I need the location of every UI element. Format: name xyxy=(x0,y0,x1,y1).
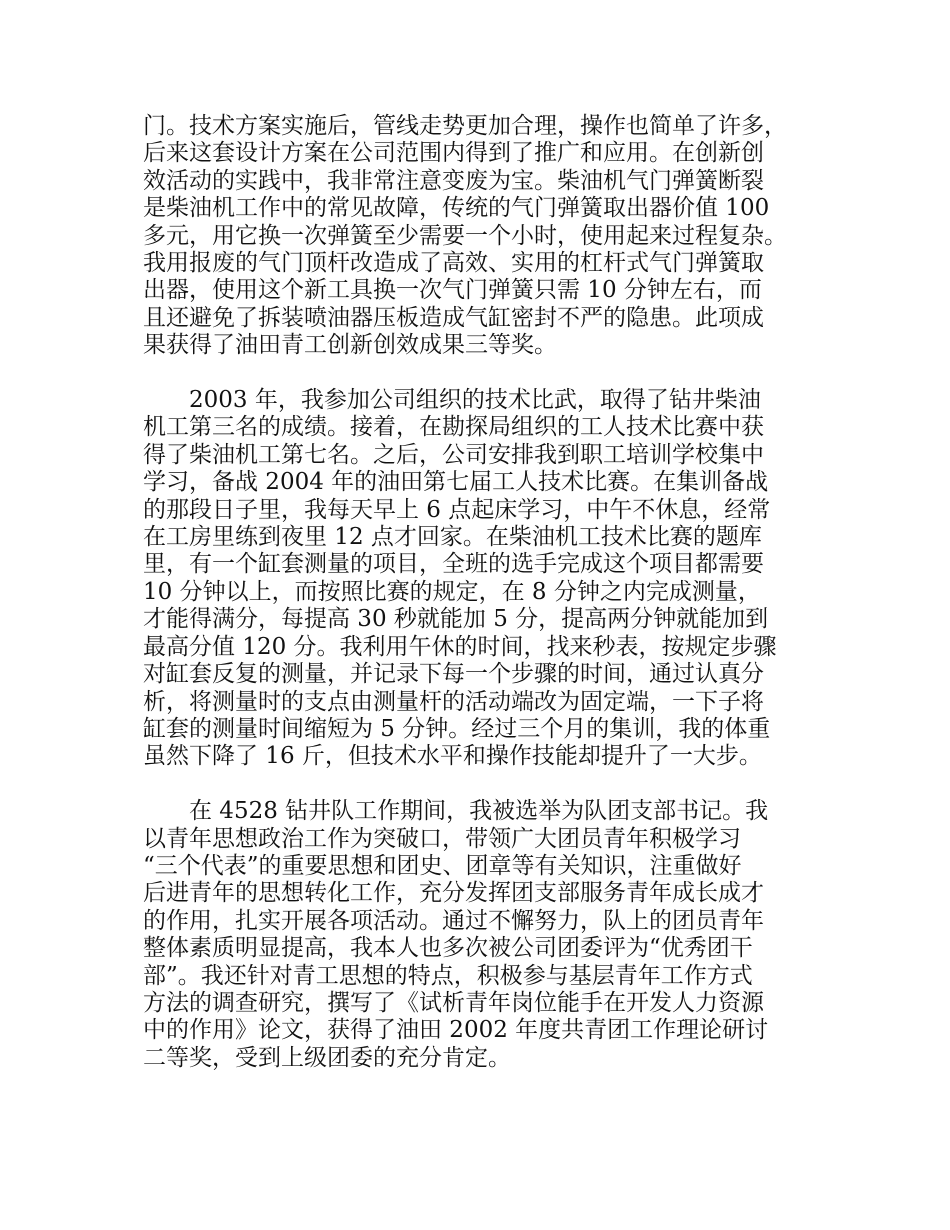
document-page xyxy=(143,113,823,1072)
text-line: 得了柴油机工第七名。之后，公司安排我到职工培训学校集中 xyxy=(143,441,764,468)
text-line: 后进青年的思想转化工作，充分发挥团支部服务青年成长成才 xyxy=(143,880,764,907)
text-line: 多元，用它换一次弹簧至少需要一个小时，使用起来过程复杂。 xyxy=(143,222,787,249)
text-line: 在工房里练到夜里 12 点才回家。在柴油机工技术比赛的题库 xyxy=(143,524,762,551)
text-line: 的那段日子里，我每天早上 6 点起床学习，中午不休息，经常 xyxy=(143,496,771,523)
text-line: 效活动的实践中，我非常注意变废为宝。柴油机气门弹簧断裂 xyxy=(143,167,764,194)
text-line: 整体素质明显提高，我本人也多次被公司团委评为“优秀团干 xyxy=(143,935,753,962)
paragraph-innovation xyxy=(143,113,823,360)
text-line: 的作用，扎实开展各项活动。通过不懈努力，队上的团员青年 xyxy=(143,907,764,934)
text-line: 是柴油机工作中的常见故障，传统的气门弹簧取出器价值 100 xyxy=(143,195,770,222)
text-line: 部”。我还针对青工思想的特点，积极参与基层青年工作方式 xyxy=(143,962,753,989)
paragraph-youth-league xyxy=(143,798,823,1072)
text-line: 最高分值 120 分。我利用午休的时间，找来秒表，按规定步骤 xyxy=(143,633,777,660)
text-line: 出器，使用这个新工具换一次气门弹簧只需 10 分钟左右，而 xyxy=(143,277,762,304)
text-line: 2003 年，我参加公司组织的技术比武，取得了钻井柴油 xyxy=(189,387,761,414)
text-line: 里，有一个缸套测量的项目，全班的选手完成这个项目都需要 xyxy=(143,551,764,578)
text-line: 析，将测量时的支点由测量杆的活动端改为固定端，一下子将 xyxy=(143,688,764,715)
text-line: 方法的调查研究，撰写了《试析青年岗位能手在开发人力资源 xyxy=(143,989,764,1016)
paragraph-competition xyxy=(143,387,823,771)
text-line: 我用报废的气门顶杆改造成了高效、实用的杠杆式气门弹簧取 xyxy=(143,250,764,277)
text-line: 机工第三名的成绩。接着，在勘探局组织的工人技术比赛中获 xyxy=(143,414,764,441)
text-line: 对缸套反复的测量，并记录下每一个步骤的时间，通过认真分 xyxy=(143,661,764,688)
text-line: 且还避免了拆装喷油器压板造成气缸密封不严的隐患。此项成 xyxy=(143,304,764,331)
text-line: 10 分钟以上，而按照比赛的规定，在 8 分钟之内完成测量， xyxy=(143,578,761,605)
text-line: 后来这套设计方案在公司范围内得到了推广和应用。在创新创 xyxy=(143,140,764,167)
text-line: 二等奖，受到上级团委的充分肯定。 xyxy=(143,1044,511,1071)
text-line: 在 4528 钻井队工作期间，我被选举为队团支部书记。我 xyxy=(189,798,769,825)
text-line: 以青年思想政治工作为突破口，带领广大团员青年积极学习 xyxy=(143,825,741,852)
text-line: “三个代表”的重要思想和团史、团章等有关知识，注重做好 xyxy=(143,852,742,879)
text-line: 学习，备战 2004 年的油田第七届工人技术比赛。在集训备战 xyxy=(143,469,769,496)
text-line: 缸套的测量时间缩短为 5 分钟。经过三个月的集训，我的体重 xyxy=(143,715,771,742)
text-line: 中的作用》论文，获得了油田 2002 年度共青团工作理论研讨 xyxy=(143,1017,769,1044)
text-line: 虽然下降了 16 斤，但技术水平和操作技能却提升了一大步。 xyxy=(143,743,762,770)
text-line: 门。技术方案实施后，管线走势更加合理，操作也简单了许多， xyxy=(143,113,787,139)
text-line: 才能得满分，每提高 30 秒就能加 5 分，提高两分钟就能加到 xyxy=(143,606,769,633)
text-line: 果获得了油田青工创新创效成果三等奖。 xyxy=(143,332,557,359)
